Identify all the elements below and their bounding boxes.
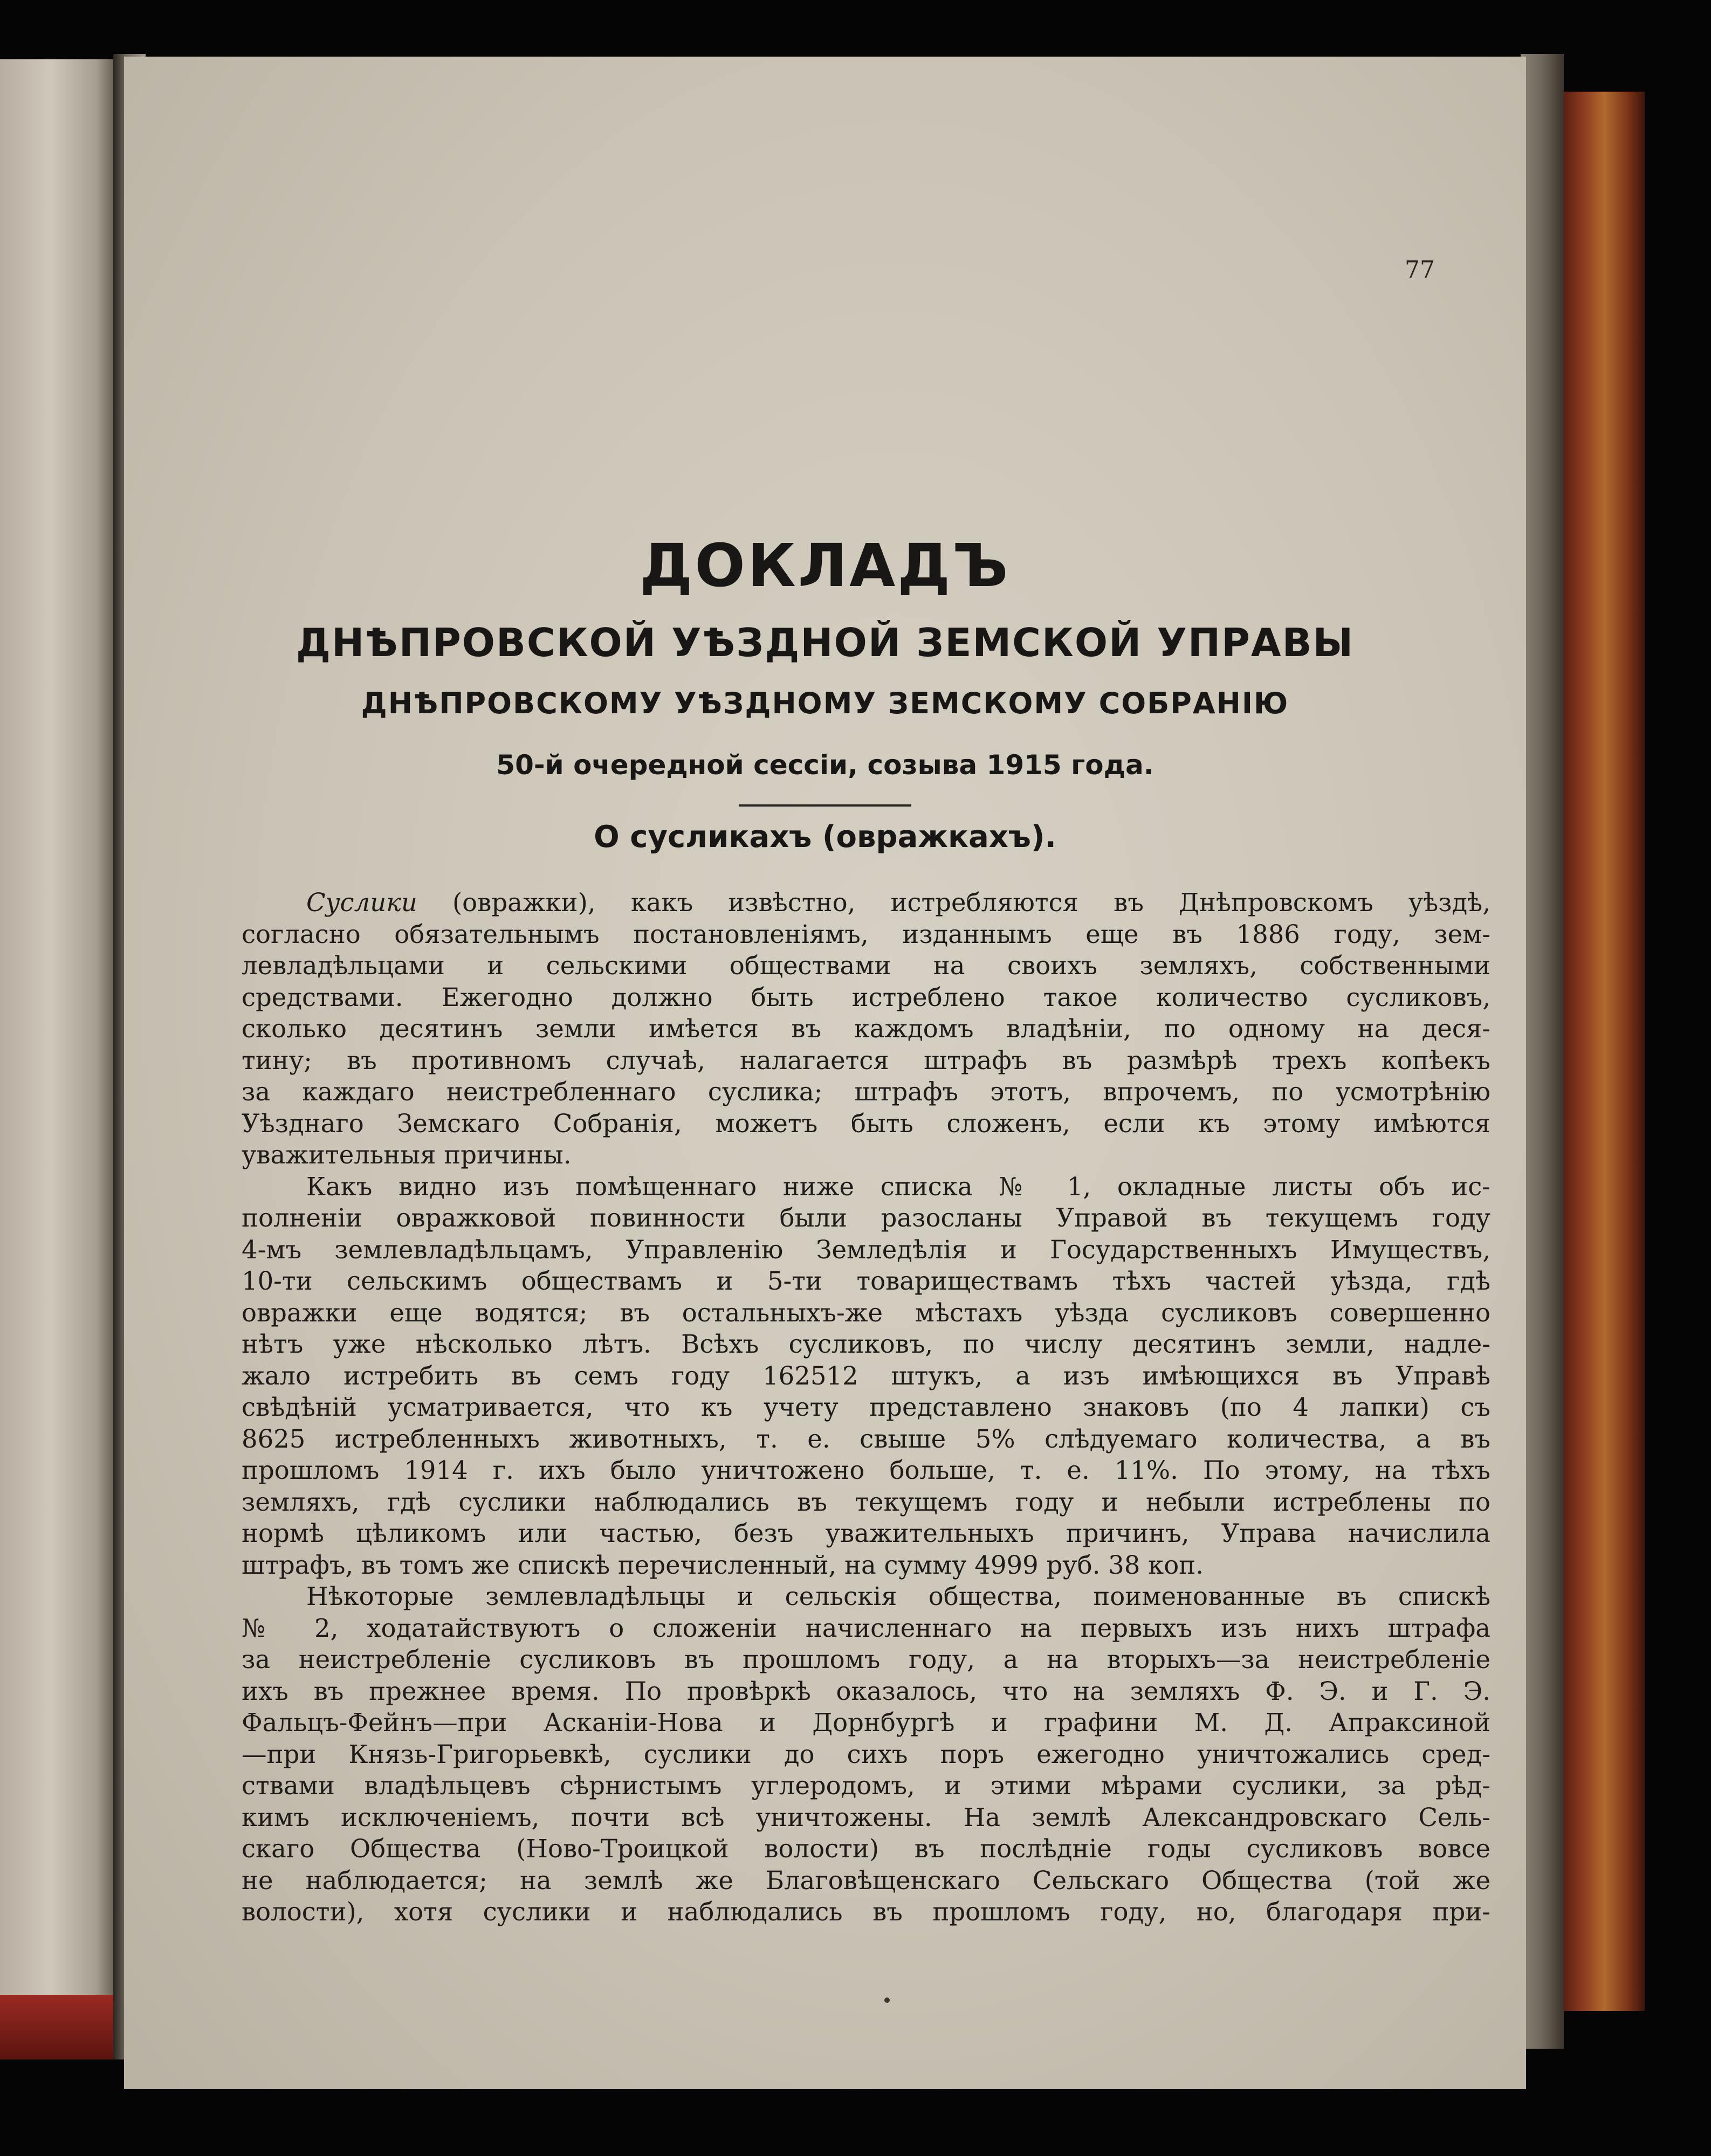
report-title: ДОКЛАДЪ	[640, 531, 1011, 600]
text-line: ихъ въ прежнее время. По провѣркѣ оказалось, что на земляхъ Ф. Э. и Г. Э.	[242, 1676, 1490, 1706]
left-book-edge	[0, 1995, 113, 2059]
text-line: Суслики (овражки), какъ извѣстно, истребляются въ Днѣпровскомъ уѣздѣ,	[306, 888, 1490, 917]
section-title: О сусликахъ (овражкахъ).	[594, 819, 1056, 855]
text-line: № 2, ходатайствуютъ о сложеніи начисленнаго на первыхъ изъ нихъ штрафа	[242, 1613, 1490, 1643]
body-text	[242, 887, 1490, 1928]
text-line: Фальцъ-Фейнъ—при Асканіи-Нова и Дорнбургѣ и графини М. Д. Апраксиной	[242, 1708, 1490, 1737]
page-number: 77	[1405, 256, 1435, 284]
text-line: прошломъ 1914 г. ихъ было уничтожено больше, т. е. 11%. По этому, на тѣхъ	[242, 1456, 1490, 1485]
text-line: кимъ исключеніемъ, почти всѣ уничтожены. На землѣ Александровскаго Сель-	[242, 1802, 1490, 1832]
text-line: не наблюдается; на землѣ же Благовѣщенскаго Сельскаго Общества (той же	[242, 1865, 1490, 1895]
text-line: Какъ видно изъ помѣщеннаго ниже списка № 1, окладные листы объ ис-	[306, 1172, 1490, 1201]
report-subtitle-assembly: ДНѢПРОВСКОМУ УѢЗДНОМУ ЗЕМСКОМУ СОБРАНІЮ	[361, 686, 1289, 720]
text-line: согласно обязательнымъ постановленіямъ, изданнымъ еще въ 1886 году, зем-	[242, 919, 1490, 949]
text-line: уважительныя причины.	[242, 1140, 572, 1169]
page-stack-edge	[1521, 54, 1564, 2049]
text-line: земляхъ, гдѣ суслики наблюдались въ текущемъ году и небыли истреблены по	[242, 1487, 1490, 1517]
text-line: левладѣльцами и сельскими обществами на своихъ земляхъ, собственными	[242, 951, 1490, 980]
text-line: 8625 истребленныхъ животныхъ, т. е. свыше 5% слѣдуемаго количества, а въ	[242, 1424, 1490, 1454]
session-line: 50-й очередной сессіи, созыва 1915 года.	[496, 749, 1154, 781]
text-line: —при Князь-Григорьевкѣ, суслики до сихъ поръ ежегодно уничтожались сред-	[242, 1739, 1490, 1769]
text-line: волости), хотя суслики и наблюдались въ прошломъ году, но, благодаря при-	[242, 1897, 1490, 1926]
document-page	[124, 57, 1526, 2089]
book-cover-edge	[1564, 92, 1645, 2011]
text-line: за каждаго неистребленнаго суслика; штрафъ этотъ, впрочемъ, по усмотрѣнію	[242, 1077, 1490, 1106]
lead-word: Суслики	[306, 888, 417, 917]
text-line: полненіи овражковой повинности были разосланы Управой въ текущемъ году	[242, 1203, 1490, 1232]
text-line: 4-мъ землевладѣльцамъ, Управленію Земледѣлія и Государственныхъ Имуществъ,	[242, 1235, 1490, 1264]
text-line: нѣтъ уже нѣсколько лѣтъ. Всѣхъ сусликовъ, по числу десятинъ земли, надле-	[242, 1330, 1490, 1359]
report-subtitle-authority: ДНѢПРОВСКОЙ УѢЗДНОЙ ЗЕМСКОЙ УПРАВЫ	[296, 620, 1355, 665]
page-mark	[884, 1997, 890, 2003]
text-line: жало истребить въ семъ году 162512 штукъ, а изъ имѣющихся въ Управѣ	[242, 1361, 1490, 1390]
text-line: тину; въ противномъ случаѣ, налагается штрафъ въ размѣрѣ трехъ копѣекъ	[242, 1045, 1490, 1075]
text-line: средствами. Ежегодно должно быть истреблено такое количество сусликовъ,	[242, 982, 1490, 1012]
text-line: за неистребленіе сусликовъ въ прошломъ году, а на вторыхъ—за неистребленіе	[242, 1645, 1490, 1674]
text-line: сколько десятинъ земли имѣется въ каждомъ владѣніи, по одному на деся-	[242, 1014, 1490, 1043]
text-line: скаго Общества (Ново-Троицкой волости) въ послѣдніе годы сусликовъ вовсе	[242, 1834, 1490, 1863]
left-facing-page	[0, 59, 115, 2049]
text-line: Нѣкоторые землевладѣльцы и сельскія общества, поименованные въ спискѣ	[306, 1582, 1490, 1611]
text-line: 10-ти сельскимъ обществамъ и 5-ти товариществамъ тѣхъ частей уѣзда, гдѣ	[242, 1266, 1490, 1296]
text-line: овражки еще водятся; въ остальныхъ-же мѣстахъ уѣзда сусликовъ совершенно	[242, 1298, 1490, 1327]
text-line: нормѣ цѣликомъ или частью, безъ уважительныхъ причинъ, Управа начислила	[242, 1519, 1490, 1548]
text-line: ствами владѣльцевъ сѣрнистымъ углеродомъ, и этими мѣрами суслики, за рѣд-	[242, 1771, 1490, 1800]
text-line: Уѣзднаго Земскаго Собранія, можетъ быть сложенъ, если къ этому имѣются	[242, 1108, 1490, 1138]
text-line: штрафъ, въ томъ же спискѣ перечисленный, на сумму 4999 руб. 38 коп.	[242, 1550, 1204, 1580]
text-line: свѣдѣній усматривается, что къ учету представлено знаковъ (по 4 лапки) съ	[242, 1393, 1490, 1422]
heading-divider	[739, 804, 911, 807]
